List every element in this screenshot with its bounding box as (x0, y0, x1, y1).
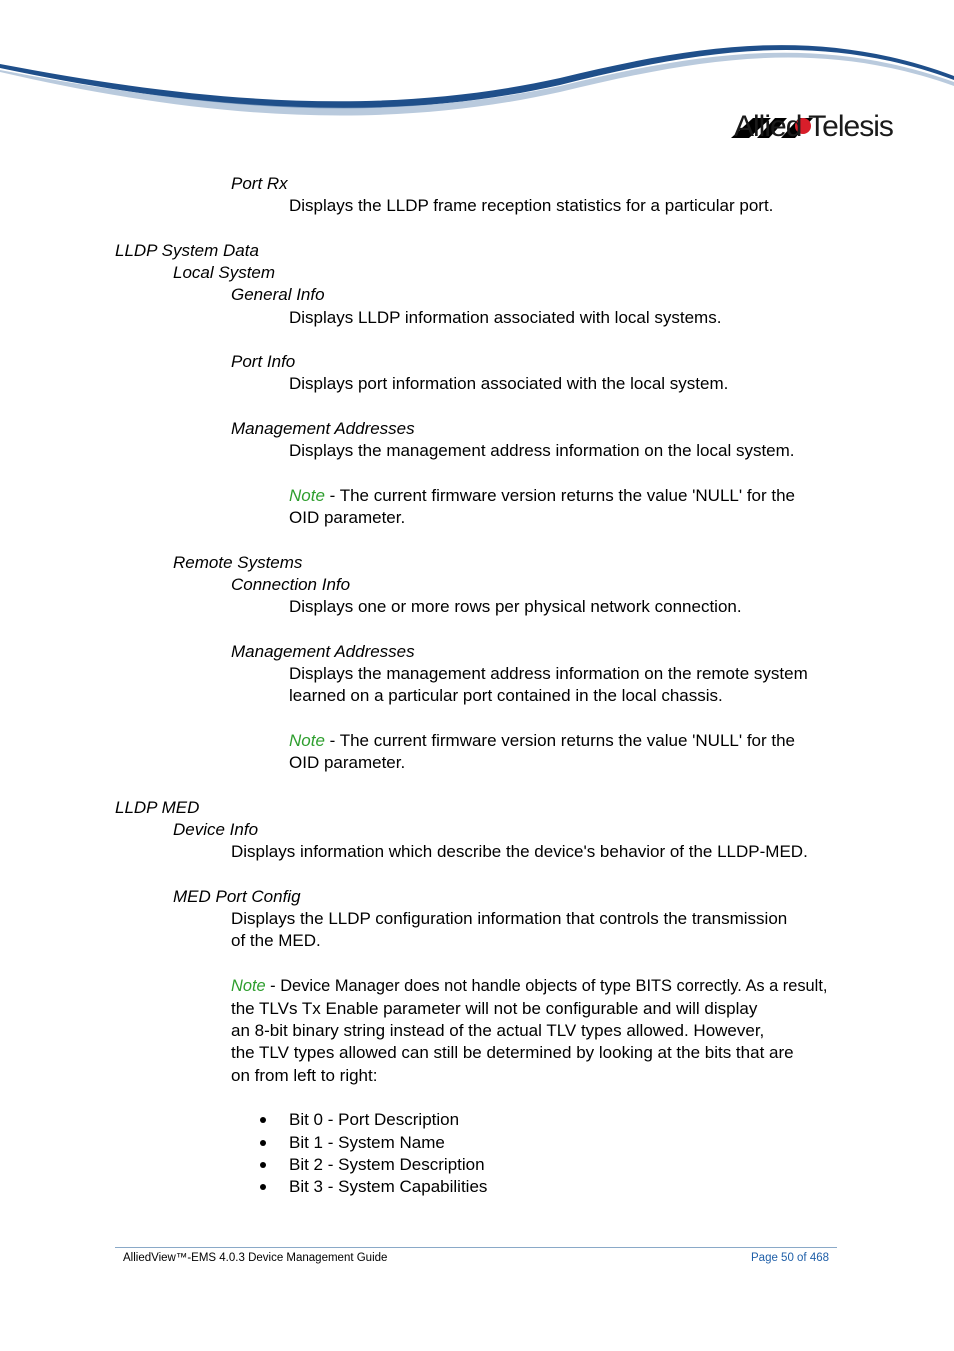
port-rx-heading: Port Rx (231, 174, 288, 193)
mgmt-addr-remote-heading: Management Addresses (231, 642, 415, 661)
note-3-line5: on from left to right: (231, 1066, 378, 1085)
connection-info-heading: Connection Info (231, 575, 351, 594)
bullet-icon (260, 1140, 266, 1146)
remote-systems-heading: Remote Systems (173, 553, 303, 572)
bullet-icon (260, 1184, 266, 1190)
med-port-config-desc-1: Displays the LLDP configuration information that controls the transmission (231, 909, 788, 928)
mgmt-addr-local-heading: Management Addresses (231, 419, 415, 438)
note-2-cont: OID parameter. (289, 753, 406, 772)
list-item: Bit 0 - Port Description (289, 1110, 460, 1129)
note-2 (289, 730, 795, 752)
list-item: Bit 3 - System Capabilities (289, 1177, 488, 1196)
lldp-med-heading: LLDP MED (115, 798, 200, 817)
note-1-cont: OID parameter. (289, 508, 406, 527)
device-info-desc: Displays information which describe the device's behavior of the LLDP-MED. (231, 842, 808, 861)
note-text: - The current firmware version returns the value 'NULL' for the (324, 731, 796, 750)
logo-text: Allied Telesis (734, 110, 893, 143)
note-3-line4: the TLV types allowed can still be determined by looking at the bits that are (231, 1043, 794, 1062)
note-text: - The current firmware version returns the value 'NULL' for the (324, 486, 796, 505)
list-item: Bit 1 - System Name (289, 1133, 445, 1152)
note-1 (289, 485, 795, 507)
note-3-line2: the TLVs Tx Enable parameter will not be configurable and will display (231, 999, 758, 1018)
general-info-heading: General Info (231, 285, 325, 304)
note-text: - Device Manager does not handle objects of type BITS correctly. As a result, (265, 977, 828, 995)
med-port-config-heading: MED Port Config (173, 887, 301, 906)
port-info-desc: Displays port information associated with the local system. (289, 374, 729, 393)
mgmt-addr-local-desc: Displays the management address information on the local system. (289, 441, 795, 460)
list-item: Bit 2 - System Description (289, 1155, 485, 1174)
general-info-desc: Displays LLDP information associated with local systems. (289, 308, 722, 327)
note-label: Note (289, 731, 325, 750)
local-system-heading: Local System (173, 263, 276, 282)
port-info-heading: Port Info (231, 352, 296, 371)
mgmt-addr-remote-desc-1: Displays the management address information on the remote system (289, 664, 808, 683)
note-label: Note (231, 977, 266, 995)
note-label: Note (289, 486, 325, 505)
port-rx-desc: Displays the LLDP frame reception statistics for a particular port. (289, 196, 774, 215)
footer-page-number: Page 50 of 468 (751, 1252, 830, 1264)
note-3 (231, 975, 827, 997)
mgmt-addr-remote-desc-2: learned on a particular port contained in the local chassis. (289, 686, 723, 705)
note-3-line3: an 8-bit binary string instead of the actual TLV types allowed. However, (231, 1021, 765, 1040)
med-port-config-desc-2: of the MED. (231, 931, 321, 950)
bullet-icon (260, 1117, 266, 1123)
footer-divider (115, 1247, 837, 1248)
device-info-heading: Device Info (173, 820, 259, 839)
lldp-system-data-heading: LLDP System Data (115, 241, 259, 260)
bullet-icon (260, 1162, 266, 1168)
footer-doc-title: AlliedView™-EMS 4.0.3 Device Management Guide (123, 1252, 388, 1264)
connection-info-desc: Displays one or more rows per physical network connection. (289, 597, 742, 616)
